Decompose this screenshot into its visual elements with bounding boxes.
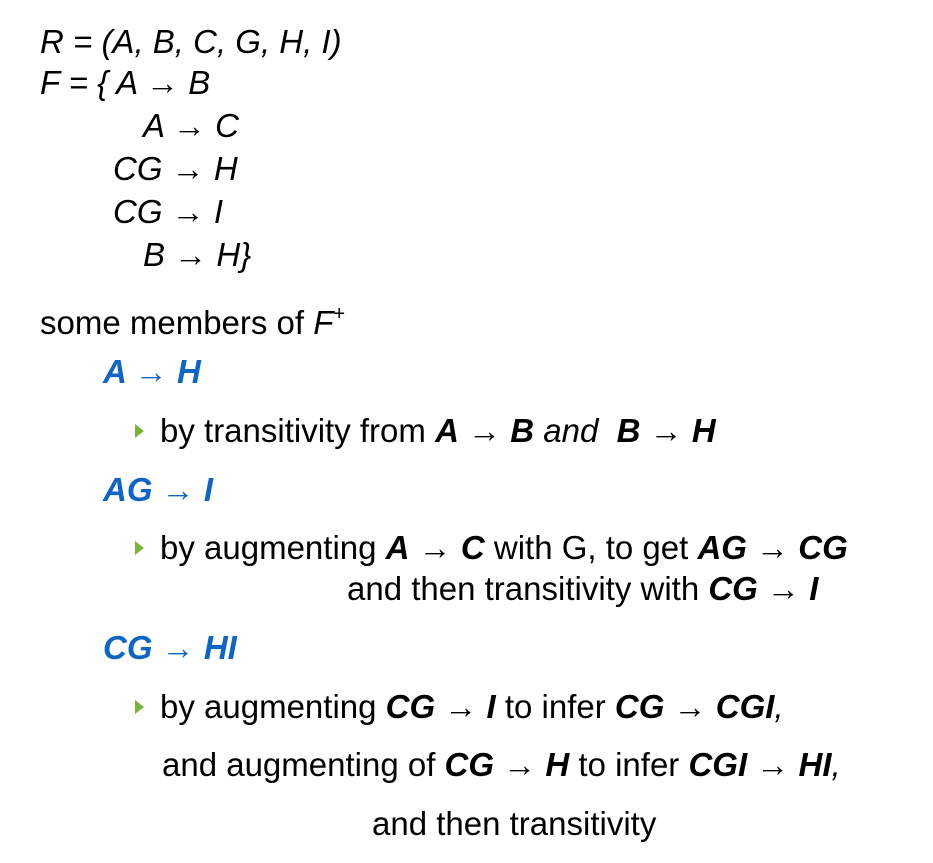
arrow-icon: →	[161, 629, 195, 666]
punctuation: ,	[831, 746, 841, 783]
fd-lhs: CG	[708, 570, 758, 607]
explanation-text: by transitivity from	[160, 412, 436, 449]
closure-symbol: F	[313, 304, 334, 341]
fd-lhs: B	[616, 412, 641, 449]
bullet-icon	[135, 541, 144, 555]
fd-lhs: A	[435, 412, 459, 449]
fd-lhs: CG	[113, 150, 163, 187]
explanation-text: and	[534, 412, 608, 449]
fd-rhs: B	[188, 64, 211, 101]
relation-schema: R = (A, B, C, G, H, I)	[40, 23, 342, 60]
arrow-icon: →	[649, 412, 683, 449]
fd-rhs: C	[215, 107, 239, 144]
bullet-icon	[135, 700, 144, 714]
arrow-icon: →	[418, 529, 452, 566]
arrow-icon: →	[161, 471, 195, 508]
members-prefix: some members of	[40, 304, 314, 341]
derivation-a-h	[103, 352, 201, 392]
fd-lhs: CG	[444, 746, 495, 783]
fd-set-open-text: F = { A	[40, 64, 137, 101]
fd-rhs: H	[545, 746, 570, 783]
punctuation: ,	[774, 688, 784, 725]
derivation-rhs: I	[203, 471, 214, 508]
explanation-text: and augmenting of	[162, 746, 445, 783]
closure-plus: +	[333, 303, 346, 325]
fd-rhs: B	[510, 412, 535, 449]
fd-rhs: H	[691, 412, 716, 449]
fd-lhs: A	[385, 529, 410, 566]
explanation-ag-i-line1	[135, 528, 848, 568]
fd-rhs: I	[486, 688, 496, 725]
explanation-ag-i-line2	[347, 569, 818, 609]
explanation-text: to infer	[569, 746, 689, 783]
explanation-cg-hi-line1	[135, 687, 784, 727]
arrow-icon: →	[134, 353, 168, 390]
explanation-text: by augmenting	[160, 529, 386, 566]
arrow-icon: →	[171, 150, 205, 187]
fd-lhs: CG	[113, 193, 163, 230]
fd-rhs: HI	[798, 746, 832, 783]
fd-lhs: A	[143, 107, 164, 144]
arrow-icon: →	[174, 236, 208, 273]
explanation-text: to infer	[495, 688, 615, 725]
fd-rhs: CG	[798, 529, 848, 566]
derivation-rhs: H	[176, 353, 201, 390]
fd-lhs: AG	[697, 529, 747, 566]
members-heading	[40, 294, 345, 343]
fd-cg-h	[113, 149, 238, 189]
fd-cg-i	[113, 192, 223, 232]
derivation-lhs: A	[103, 353, 126, 390]
fd-rhs: C	[460, 529, 485, 566]
derivation-cg-hi	[103, 628, 237, 668]
fd-lhs: B	[143, 236, 166, 273]
explanation-cg-hi-line3: and then transitivity	[372, 805, 657, 842]
arrow-icon: →	[172, 107, 206, 144]
bullet-icon	[135, 424, 144, 438]
fd-rhs: I	[213, 193, 224, 230]
fd-lhs: CG	[385, 688, 436, 725]
explanation-text: and then transitivity with	[347, 570, 709, 607]
fd-set-open	[40, 63, 210, 103]
explanation-text: by augmenting	[160, 688, 386, 725]
arrow-icon: →	[444, 688, 478, 725]
explanation-cg-hi-line2	[162, 745, 841, 785]
derivation-ag-i	[103, 470, 213, 510]
arrow-icon: →	[756, 746, 790, 783]
arrow-icon: →	[146, 64, 180, 101]
arrow-icon: →	[673, 688, 707, 725]
derivation-lhs: CG	[103, 629, 153, 666]
fd-lhs: CG	[614, 688, 665, 725]
explanation-a-h	[135, 411, 716, 451]
arrow-icon: →	[756, 529, 790, 566]
fd-rhs: I	[809, 570, 819, 607]
derivation-rhs: HI	[203, 629, 237, 666]
arrow-icon: →	[171, 193, 205, 230]
explanation-text: with G, to get	[484, 529, 698, 566]
derivation-lhs: AG	[103, 471, 153, 508]
arrow-icon: →	[503, 746, 537, 783]
fd-rhs: CGI	[715, 688, 775, 725]
fd-a-c	[143, 106, 239, 146]
fd-lhs: CGI	[688, 746, 748, 783]
fd-rhs: H	[213, 150, 238, 187]
fd-b-h	[143, 235, 251, 275]
fd-rhs: H}	[216, 236, 252, 273]
arrow-icon: →	[767, 570, 801, 607]
arrow-icon: →	[468, 412, 502, 449]
